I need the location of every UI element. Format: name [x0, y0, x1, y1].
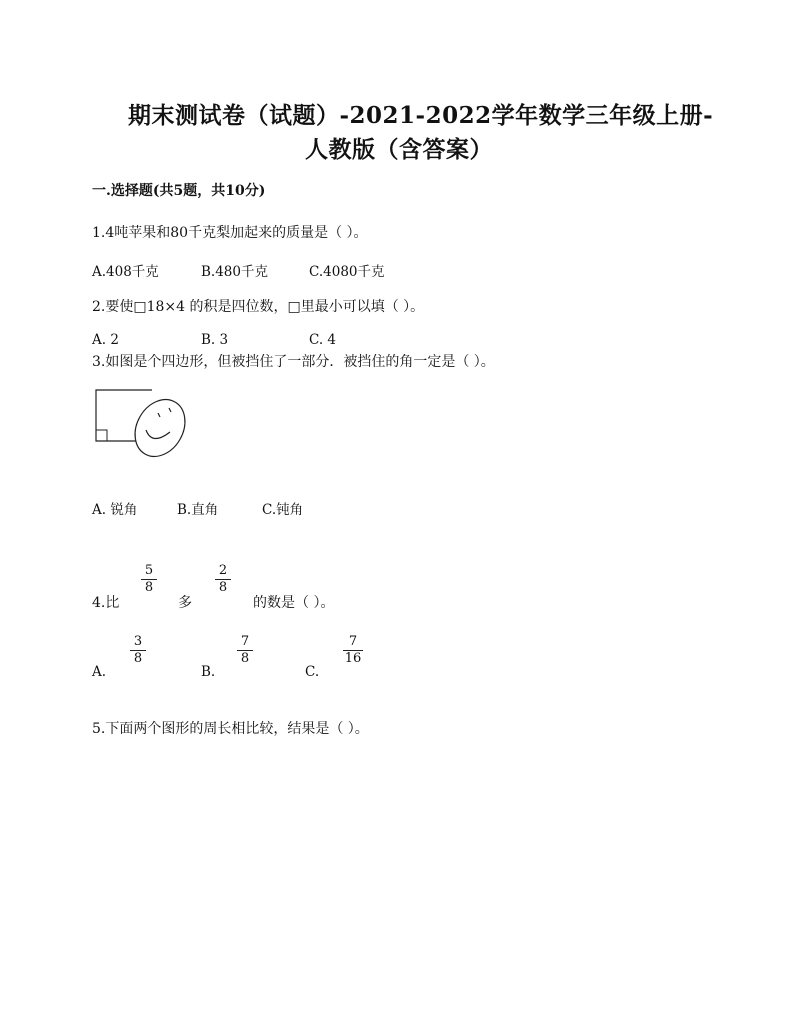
- q2-option-a: A. 2: [92, 332, 119, 348]
- doc-title-line2: 人教版（含答案）: [305, 136, 493, 163]
- q3-option-a: A. 锐角: [92, 502, 138, 518]
- q4-fraction-1: [139, 564, 159, 595]
- question-2: 2.要使□18×4 的积是四位数，□里最小可以填（ ）。: [92, 299, 425, 315]
- q4-prefix: 4.比: [92, 595, 120, 611]
- fraction-denominator: 8: [144, 580, 154, 595]
- q4-mid: 多: [178, 595, 192, 611]
- fraction-numerator: 2: [218, 563, 228, 578]
- section-heading: 一.选择题(共5题，共10分): [92, 183, 266, 199]
- q4-option-b: B.: [201, 664, 216, 680]
- right-angle-mark: [96, 430, 107, 441]
- question-5: 5.下面两个图形的周长相比较，结果是（ ）。: [92, 721, 369, 737]
- q4-option-c: C.: [305, 664, 320, 680]
- smiley-face: [125, 391, 190, 460]
- q3-option-b: B.直角: [177, 502, 219, 518]
- q4-option-a-fraction: [128, 635, 148, 666]
- q1-option-c: C.4080千克: [309, 264, 385, 280]
- q1-option-b: B.480千克: [201, 264, 268, 280]
- quadrilateral-figure: [90, 388, 190, 460]
- fraction-denominator: 16: [344, 651, 362, 666]
- fraction-numerator: 7: [348, 634, 358, 649]
- q4-option-a: A.: [92, 664, 107, 680]
- fraction-numerator: 5: [144, 563, 154, 578]
- fraction-denominator: 8: [218, 580, 228, 595]
- q4-suffix: 的数是（ ）。: [253, 595, 335, 611]
- q4-option-c-fraction: [341, 635, 365, 666]
- q4-option-b-fraction: [235, 635, 255, 666]
- question-3: 3.如图是个四边形，但被挡住了一部分．被挡住的角一定是（ ）。: [92, 354, 495, 370]
- fraction-denominator: 8: [133, 651, 143, 666]
- question-1: 1.4吨苹果和80千克梨加起来的质量是（ ）。: [92, 225, 368, 241]
- q2-option-b: B. 3: [201, 332, 229, 348]
- fraction-numerator: 3: [133, 634, 143, 649]
- doc-title-line1: 期末测试卷（试题）-2021-2022学年数学三年级上册-: [128, 102, 714, 129]
- fraction-denominator: 8: [240, 651, 250, 666]
- q3-option-c: C.钝角: [262, 502, 304, 518]
- fraction-numerator: 7: [240, 634, 250, 649]
- q2-option-c: C. 4: [309, 332, 337, 348]
- q4-fraction-2: [213, 564, 233, 595]
- q1-option-a: A.408千克: [92, 264, 159, 280]
